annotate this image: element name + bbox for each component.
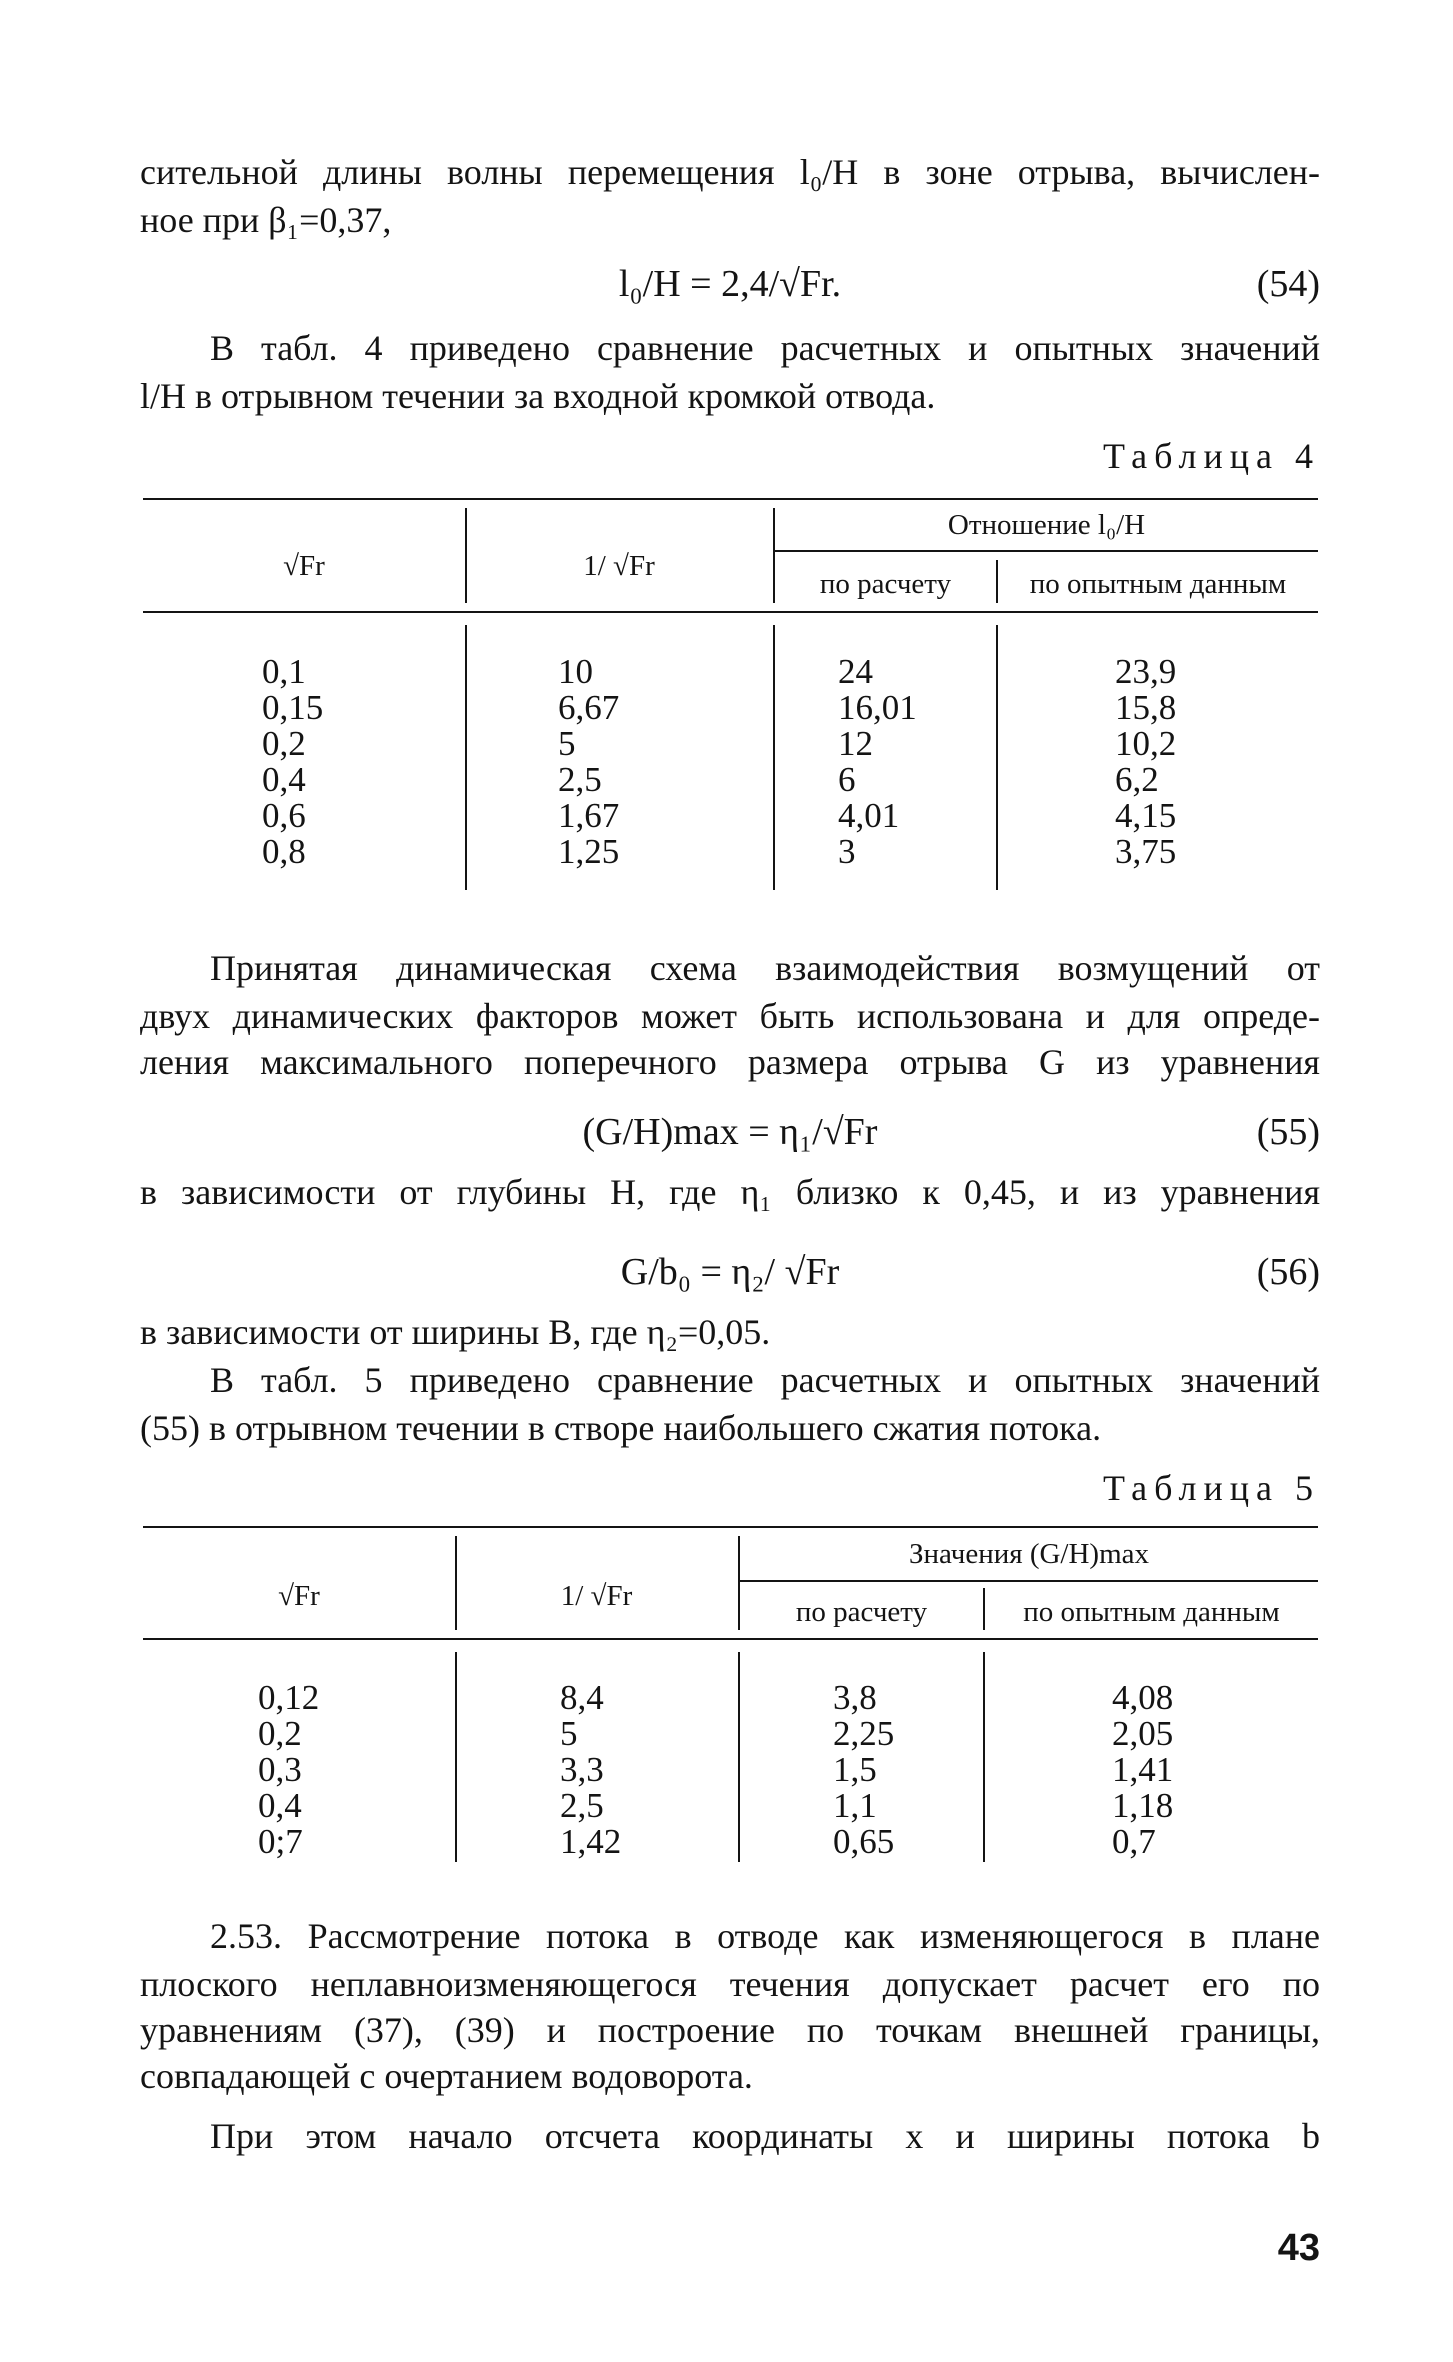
header-calculated: по расчету xyxy=(795,1596,928,1628)
table-cell: 0,6 xyxy=(262,796,306,835)
table-divider xyxy=(996,625,998,890)
table-cell: 0,1 xyxy=(262,652,306,691)
table-cell: 3,75 xyxy=(1115,832,1177,871)
table-cell: 1,1 xyxy=(833,1786,877,1825)
table-cell: 0,3 xyxy=(258,1750,302,1789)
table-cell: 3 xyxy=(838,832,856,871)
table-rule xyxy=(775,550,1318,552)
text-line: совпадающей с очертанием водоворота. xyxy=(140,2056,753,2096)
formula-number: (54) xyxy=(1256,263,1320,305)
text-line: l/H в отрывном течении за входной кромкой отвода. xyxy=(140,376,936,416)
text-line: В табл. 5 приведено сравнение расчетных и опытных значений xyxy=(210,1360,1320,1400)
table-caption: Таблица 5 xyxy=(1103,1468,1320,1508)
text-line: 2.53. Рассмотрение потока в отводе как изменяющегося в плане xyxy=(210,1916,1320,1956)
table-rule xyxy=(143,611,1318,613)
table-cell: 0;7 xyxy=(258,1822,303,1861)
header-experimental: по опытным данным xyxy=(1029,568,1287,600)
column-inverse-sqrt-fr xyxy=(560,1680,621,1860)
formula-expression: (G/H)max = η₁/√Fr xyxy=(582,1111,878,1153)
header-experimental: по опытным данным xyxy=(1023,1596,1280,1628)
text-line: ное при β₁=0,37, xyxy=(140,200,392,240)
table-cell: 5 xyxy=(560,1714,578,1753)
column-calculated xyxy=(838,654,917,870)
table-cell: 1,25 xyxy=(558,832,620,871)
table-cell: 15,8 xyxy=(1115,688,1177,727)
text-line: уравнениям (37), (39) и построение по точкам внешней границы, xyxy=(140,2010,1320,2050)
page-number: 43 xyxy=(1277,2227,1320,2269)
formula-54 xyxy=(140,256,1320,312)
table-cell: 6 xyxy=(838,760,856,799)
column-sqrt-fr xyxy=(258,1680,319,1860)
formula-expression: G/b₀ = η₂/ √Fr xyxy=(620,1251,840,1293)
table-divider xyxy=(738,1652,740,1862)
table-cell: 0,2 xyxy=(262,724,306,763)
table-cell: 4,01 xyxy=(838,796,900,835)
table-cell: 2,5 xyxy=(558,760,602,799)
text-line: (55) в отрывном течении в створе наибольшего сжатия потока. xyxy=(140,1408,1102,1448)
formula-expression: l₀/H = 2,4/√Fr. xyxy=(618,263,842,305)
text-line: При этом начало отсчета координаты x и ширины потока b xyxy=(210,2116,1320,2156)
table-rule xyxy=(740,1580,1318,1582)
table-caption: Таблица 4 xyxy=(1103,436,1320,476)
table-divider xyxy=(773,625,775,890)
table-cell: 1,18 xyxy=(1112,1786,1174,1825)
table-cell: 6,67 xyxy=(558,688,620,727)
column-experimental xyxy=(1115,654,1176,870)
table-cell: 2,05 xyxy=(1112,1714,1174,1753)
header-sqrt-fr: √Fr xyxy=(278,1580,320,1612)
column-calculated xyxy=(833,1680,894,1860)
header-calculated: по расчету xyxy=(819,568,952,600)
table-cell: 2,25 xyxy=(833,1714,895,1753)
text-line: В табл. 4 приведено сравнение расчетных и опытных значений xyxy=(210,328,1320,368)
table-cell: 0,7 xyxy=(1112,1822,1156,1861)
table-cell: 10 xyxy=(558,652,593,691)
text-line: в зависимости от ширины B, где η₂=0,05. xyxy=(140,1312,771,1352)
text-line: сительной длины волны перемещения l₀/H в зоне отрыва, вычислен- xyxy=(140,152,1320,192)
table-cell: 0,8 xyxy=(262,832,306,871)
table-cell: 4,15 xyxy=(1115,796,1177,835)
table-cell: 0,65 xyxy=(833,1822,895,1861)
table-cell: 16,01 xyxy=(838,688,917,727)
text-line: ления максимального поперечного размера отрыва G из уравнения xyxy=(140,1042,1320,1082)
table-cell: 23,9 xyxy=(1115,652,1177,691)
table-rule xyxy=(143,498,1318,500)
header-inverse-sqrt-fr: 1/ √Fr xyxy=(560,1580,633,1612)
table-cell: 0,4 xyxy=(258,1786,302,1825)
column-inverse-sqrt-fr xyxy=(558,654,619,870)
table-cell: 5 xyxy=(558,724,576,763)
table-cell: 10,2 xyxy=(1115,724,1177,763)
table-divider xyxy=(983,1652,985,1862)
column-experimental xyxy=(1112,1680,1173,1860)
formula-number: (56) xyxy=(1256,1251,1320,1293)
table-cell: 1,41 xyxy=(1112,1750,1174,1789)
table-cell: 0,2 xyxy=(258,1714,302,1753)
table-cell: 0,12 xyxy=(258,1678,320,1717)
text-line: плоского неплавноизменяющегося течения допускает расчет его по xyxy=(140,1964,1320,2004)
header-group: Значения (G/H)max xyxy=(908,1538,1150,1570)
table-cell: 3,3 xyxy=(560,1750,604,1789)
table-cell: 0,15 xyxy=(262,688,324,727)
formula-number: (55) xyxy=(1256,1111,1320,1153)
text-line: двух динамических факторов может быть использована и для опреде- xyxy=(140,996,1320,1036)
table-cell: 1,42 xyxy=(560,1822,622,1861)
formula-56 xyxy=(140,1244,1320,1300)
table-cell: 24 xyxy=(838,652,873,691)
table-rule xyxy=(143,1526,1318,1528)
header-sqrt-fr: √Fr xyxy=(283,550,325,582)
header-inverse-sqrt-fr: 1/ √Fr xyxy=(583,550,655,582)
text-line: Принятая динамическая схема взаимодействия возмущений от xyxy=(210,948,1320,988)
column-sqrt-fr xyxy=(262,654,323,870)
formula-55 xyxy=(140,1104,1320,1160)
table-cell: 4,08 xyxy=(1112,1678,1174,1717)
table-cell: 6,2 xyxy=(1115,760,1159,799)
table-cell: 0,4 xyxy=(262,760,306,799)
table-cell: 1,5 xyxy=(833,1750,877,1789)
table-cell: 8,4 xyxy=(560,1678,604,1717)
table-cell: 2,5 xyxy=(560,1786,604,1825)
table-cell: 12 xyxy=(838,724,873,763)
table-cell: 3,8 xyxy=(833,1678,877,1717)
table-divider xyxy=(455,1652,457,1862)
table-divider xyxy=(465,625,467,890)
header-group: Отношение l₀/H xyxy=(947,509,1146,541)
text-line: в зависимости от глубины H, где η₁ близко к 0,45, и из уравнения xyxy=(140,1172,1320,1212)
table-cell: 1,67 xyxy=(558,796,620,835)
table-rule xyxy=(143,1638,1318,1640)
